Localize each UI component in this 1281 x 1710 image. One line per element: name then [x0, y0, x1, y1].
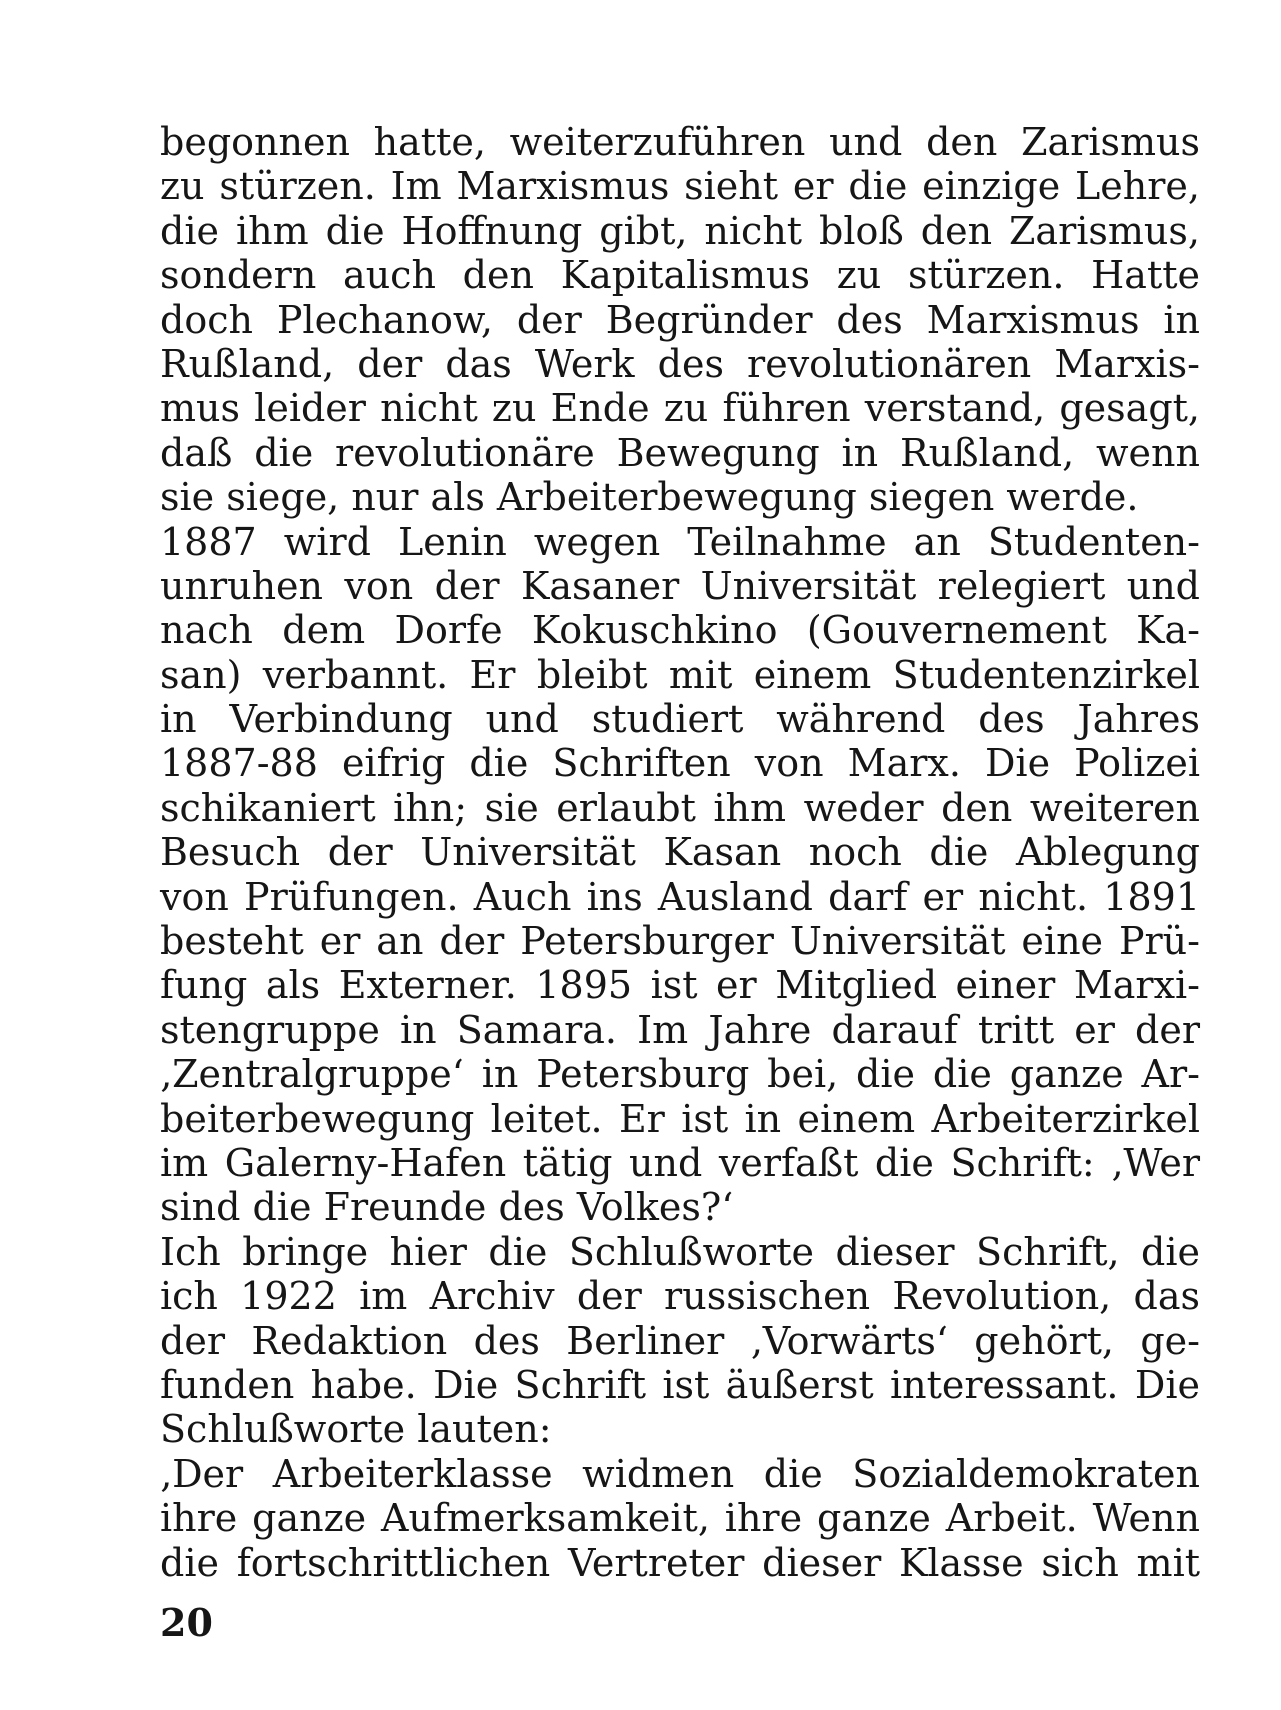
text-line: stengruppe in Samara. Im Jahre darauf tritt er der: [160, 1007, 1200, 1052]
text-line: nach dem Dorfe Kokuschkino (Gouvernement Ka-: [160, 608, 1200, 653]
text-line: sie siege, nur als Arbeiterbewegung siegen werde.: [160, 475, 1139, 520]
text-line: san) verbannt. Er bleibt mit einem Studentenzirkel: [160, 652, 1200, 697]
text-line: von Prüfungen. Auch ins Ausland darf er nicht. 1891: [160, 874, 1200, 919]
text-line: ihre ganze Aufmerksamkeit, ihre ganze Arbeit. Wenn: [160, 1496, 1200, 1541]
text-line: Schlußworte lauten:: [160, 1407, 552, 1452]
text-line: im Galerny-Hafen tätig und verfaßt die Schrift: ‚Wer: [160, 1140, 1200, 1185]
text-line: fung als Externer. 1895 ist er Mitglied einer Marxi-: [160, 963, 1200, 1008]
text-line: der Redaktion des Berliner ‚Vorwärts‘ gehört, ge-: [160, 1318, 1200, 1363]
text-line: ich 1922 im Archiv der russischen Revolution, das: [160, 1274, 1200, 1319]
text-line: Besuch der Universität Kasan noch die Ablegung: [160, 830, 1200, 875]
text-line: daß die revolutionäre Bewegung in Rußland, wenn: [160, 430, 1200, 475]
text-line: die ihm die Hoffnung gibt, nicht bloß den Zarismus,: [160, 208, 1200, 253]
text-line: beiterbewegung leitet. Er ist in einem Arbeiterzirkel: [160, 1096, 1200, 1141]
text-line: in Verbindung und studiert während des Jahres: [160, 697, 1200, 742]
page-number: 20: [160, 1600, 213, 1645]
text-line: doch Plechanow, der Begründer des Marxismus in: [160, 297, 1200, 342]
body-text: [160, 120, 1200, 1585]
text-line: begonnen hatte, weiterzuführen und den Zarismus: [160, 120, 1200, 164]
text-line: mus leider nicht zu Ende zu führen verstand, gesagt,: [160, 386, 1200, 431]
text-line: sind die Freunde des Volkes?‘: [160, 1185, 734, 1230]
text-line: ‚Zentralgruppe‘ in Petersburg bei, die die ganze Ar-: [160, 1052, 1200, 1097]
text-line: zu stürzen. Im Marxismus sieht er die einzige Lehre,: [160, 164, 1200, 209]
text-line: besteht er an der Petersburger Universität eine Prü-: [160, 919, 1200, 964]
text-line: 1887 wird Lenin wegen Teilnahme an Studenten-: [160, 519, 1200, 564]
text-line: ‚Der Arbeiterklasse widmen die Sozialdemokraten: [160, 1451, 1200, 1496]
text-line: die fortschrittlichen Vertreter dieser Klasse sich mit: [160, 1540, 1200, 1585]
text-line: schikaniert ihn; sie erlaubt ihm weder den weiteren: [160, 785, 1200, 830]
text-line: 1887-88 eifrig die Schriften von Marx. Die Polizei: [160, 741, 1200, 786]
text-line: Rußland, der das Werk des revolutionären Marxis-: [160, 341, 1200, 386]
text-line: Ich bringe hier die Schlußworte dieser Schrift, die: [160, 1229, 1200, 1274]
text-line: sondern auch den Kapitalismus zu stürzen. Hatte: [160, 253, 1200, 298]
text-line: unruhen von der Kasaner Universität relegiert und: [160, 563, 1200, 608]
text-line: funden habe. Die Schrift ist äußerst interessant. Die: [160, 1362, 1200, 1407]
